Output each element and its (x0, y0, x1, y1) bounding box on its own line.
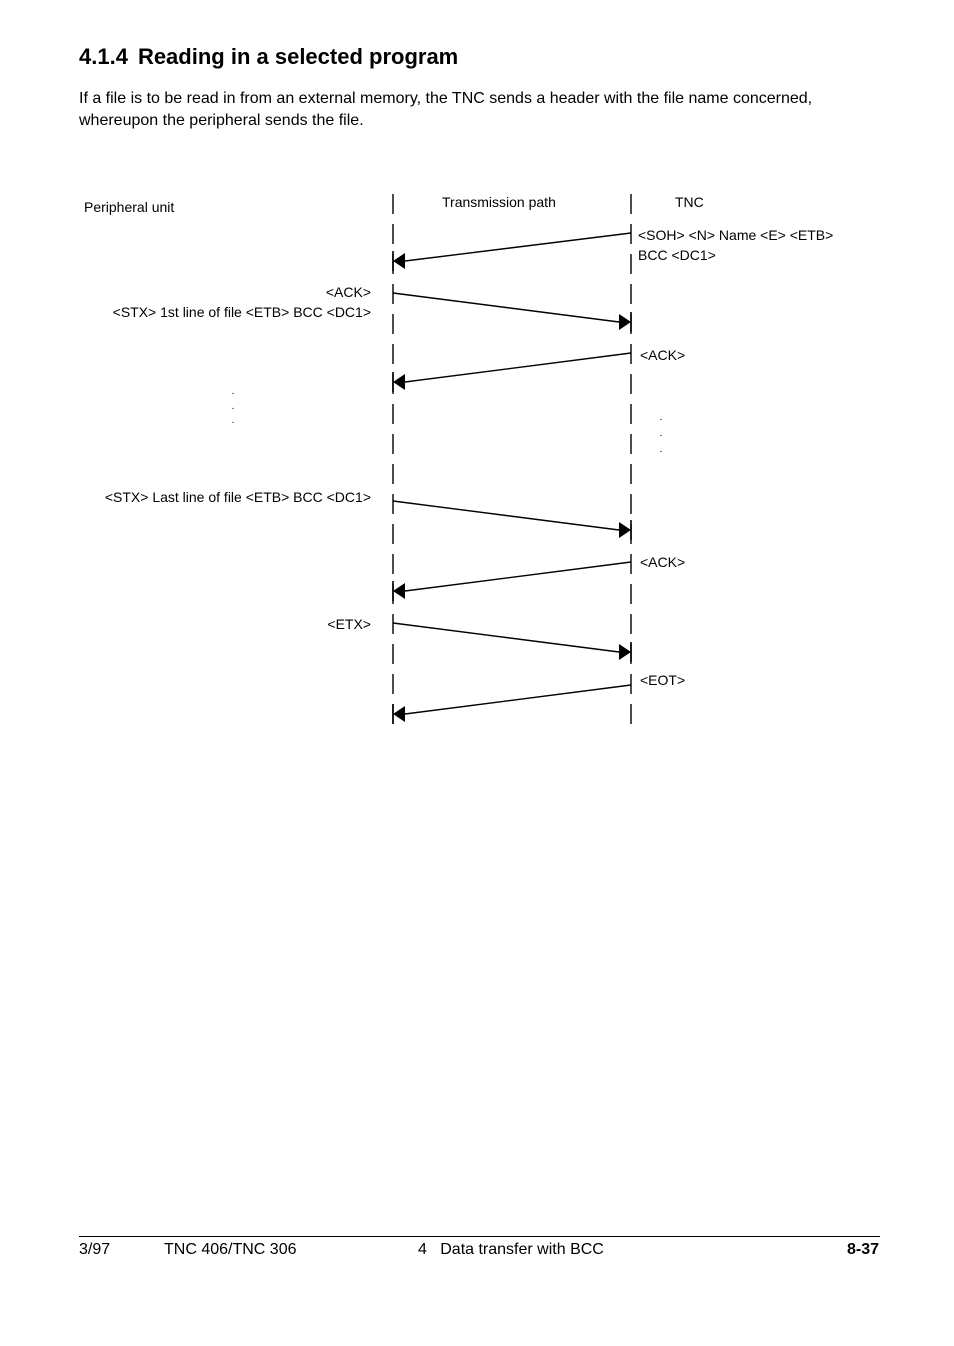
ellipsis-tnc-2: . (659, 428, 663, 439)
message-first-line: <STX> 1st line of file <ETB> BCC <DC1> (112, 304, 371, 320)
arrowhead-6 (619, 644, 631, 660)
section-number: 4.1.4 (79, 44, 128, 69)
arrowhead-5 (393, 583, 405, 599)
ellipsis-peripheral-2: . (231, 401, 235, 412)
column-label-tnc: TNC (675, 194, 704, 210)
message-arrow-4 (393, 501, 631, 540)
column-label-peripheral: Peripheral unit (84, 199, 175, 215)
message-ack-tnc-2: <ACK> (640, 554, 686, 570)
footer-page-number: 8-37 (846, 1241, 879, 1258)
message-arrow-2 (393, 293, 631, 332)
ellipsis-tnc-3: . (659, 444, 663, 455)
arrowhead-3 (393, 374, 405, 390)
ellipsis-peripheral-1: . (231, 386, 235, 397)
message-eot: <EOT> (640, 672, 686, 688)
footer-model: TNC 406/TNC 306 (164, 1241, 297, 1258)
message-etx: <ETX> (327, 616, 371, 632)
ellipsis-peripheral-3: . (231, 415, 235, 426)
message-arrow-1 (393, 233, 631, 271)
column-label-transmission-path: Transmission path (442, 194, 556, 210)
footer-rule (79, 1236, 880, 1237)
arrowhead-1 (393, 253, 405, 269)
message-soh-header-line2: BCC <DC1> (638, 247, 716, 263)
arrowhead-4 (619, 522, 631, 538)
footer-chapter: 4 Data transfer with BCC (418, 1241, 604, 1258)
message-arrow-5 (393, 562, 631, 601)
message-arrow-3 (393, 353, 631, 392)
intro-paragraph: If a file is to be read in from an external memory, the TNC sends a header with the file name concerned, whereupon the peripheral sends the file. (79, 90, 813, 129)
message-arrow-7 (393, 685, 631, 724)
message-ack-tnc-1: <ACK> (640, 347, 686, 363)
message-arrow-6 (393, 623, 631, 662)
message-soh-header-line1: <SOH> <N> Name <E> <ETB> (638, 227, 834, 243)
message-last-line: <STX> Last line of file <ETB> BCC <DC1> (104, 489, 371, 505)
footer-date: 3/97 (79, 1241, 111, 1258)
ellipsis-tnc-1: . (659, 412, 663, 423)
message-ack-peripheral: <ACK> (325, 284, 371, 300)
section-heading (79, 44, 458, 70)
arrowhead-2 (619, 314, 631, 330)
section-title: Reading in a selected program (137, 44, 459, 69)
arrowhead-7 (393, 706, 405, 722)
